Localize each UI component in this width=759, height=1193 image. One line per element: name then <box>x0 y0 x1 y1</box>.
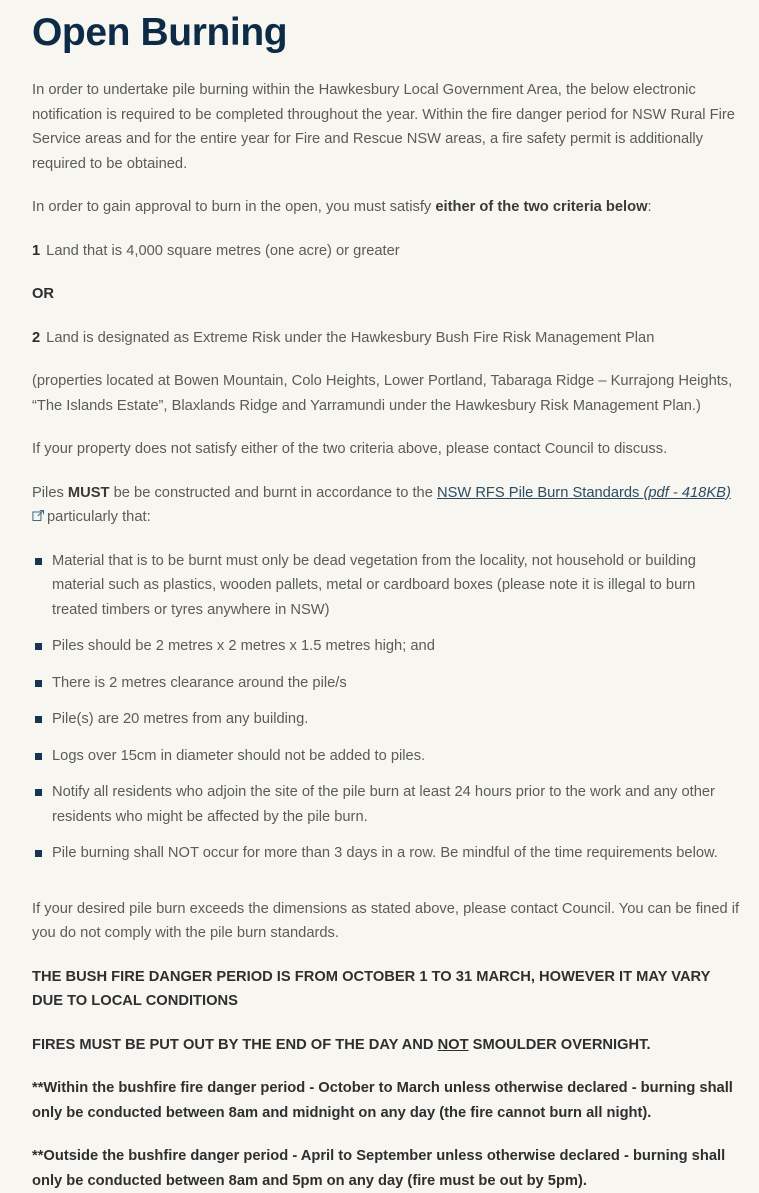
outside-danger-period-notice: **Outside the bushfire danger period - April to September unless otherwise declared - burning shall only be conducted between 8am and 5pm on any day (fire must be out by 5pm). <box>32 1148 726 1189</box>
list-item: There is 2 metres clearance around the pile/s <box>32 671 745 696</box>
criteria-item-two-text: Land is designated as Extreme Risk under the Hawkesbury Bush Fire Risk Management Plan <box>46 329 655 346</box>
danger-period-notice: THE BUSH FIRE DANGER PERIOD IS FROM OCTOBER 1 TO 31 MARCH, HOWEVER IT MAY VARY DUE TO LOCAL CONDITIONS <box>32 968 711 1009</box>
external-link-icon <box>32 509 45 522</box>
criteria-item-two <box>32 326 745 351</box>
fires-notice-suffix: SMOULDER OVERNIGHT. <box>468 1036 651 1053</box>
criteria-item-one-text: Land that is 4,000 square metres (one acre) or greater <box>46 242 400 259</box>
fires-notice-underlined: NOT <box>437 1036 469 1053</box>
standards-suffix: particularly that: <box>47 509 151 525</box>
intro-paragraph: In order to undertake pile burning within the Hawkesbury Local Government Area, the below electronic notification is required to be completed throughout the year. Within the fire danger period for NSW Rural Fire Service areas and for the entire year for Fire and Rescue NSW areas, a fire safety permit is additionally required to be obtained. <box>32 82 735 172</box>
list-item: Material that is to be burnt must only be dead vegetation from the locality, not household or building material such as plastics, wooden pallets, metal or cardboard boxes (please note it is illegal to burn treated timbers or tyres anywhere in NSW) <box>32 549 745 623</box>
standards-must-label: MUST <box>67 484 110 501</box>
fires-notice-prefix: FIRES MUST BE PUT OUT BY THE END OF THE DAY AND <box>32 1036 438 1053</box>
criteria-lead-in-suffix: : <box>647 199 652 215</box>
standards-link-text: NSW RFS Pile Burn Standards <box>436 484 644 501</box>
criteria-lead-in <box>32 195 745 220</box>
open-burning-page <box>0 10 759 1193</box>
within-danger-period-notice: **Within the bushfire fire danger period - October to March unless otherwise declared - burning shall only be conducted between 8am and midnight on any day (the fire cannot burn all night). <box>32 1080 733 1121</box>
list-item: Piles should be 2 metres x 2 metres x 1.5 metres high; and <box>32 634 745 659</box>
pile-burn-standards-paragraph <box>32 481 745 530</box>
properties-note: (properties located at Bowen Mountain, Colo Heights, Lower Portland, Tabaraga Ridge – Kurrajong Heights, “The Islands Estate”, Blaxlands Ridge and Yarramundi under the Hawkesbury Risk Management Plan.) <box>32 373 733 414</box>
criteria-lead-in-bold: either of the two criteria below <box>435 199 648 215</box>
list-item: Logs over 15cm in diameter should not be added to piles. <box>32 744 745 769</box>
requirements-list <box>32 549 745 866</box>
criteria-item-one <box>32 239 745 264</box>
criteria-or-label: OR <box>32 286 55 302</box>
criteria-lead-in-prefix: In order to gain approval to burn in the open, you must satisfy <box>32 199 436 215</box>
criteria-item-two-number: 2 <box>32 329 41 346</box>
standards-middle: be be constructed and burnt in accordance to the <box>109 484 437 501</box>
criteria-item-one-number: 1 <box>32 242 41 259</box>
nsw-rfs-pile-burn-standards-link[interactable] <box>437 485 731 501</box>
contact-council-note: If your property does not satisfy either of the two criteria above, please contact Council to discuss. <box>32 441 668 457</box>
exceeds-dimensions-note: If your desired pile burn exceeds the dimensions as stated above, please contact Council. You can be fined if you do not comply with the pile burn standards. <box>32 900 740 941</box>
standards-link-detail: (pdf - 418KB) <box>643 484 731 501</box>
list-item: Pile burning shall NOT occur for more than 3 days in a row. Be mindful of the time requirements below. <box>32 841 745 866</box>
standards-prefix: Piles <box>32 484 68 501</box>
list-item: Pile(s) are 20 metres from any building. <box>32 707 745 732</box>
page-title: Open Burning <box>32 11 288 54</box>
fires-out-notice <box>32 1033 745 1058</box>
list-item: Notify all residents who adjoin the site of the pile burn at least 24 hours prior to the work and any other residents who might be affected by the pile burn. <box>32 780 745 829</box>
